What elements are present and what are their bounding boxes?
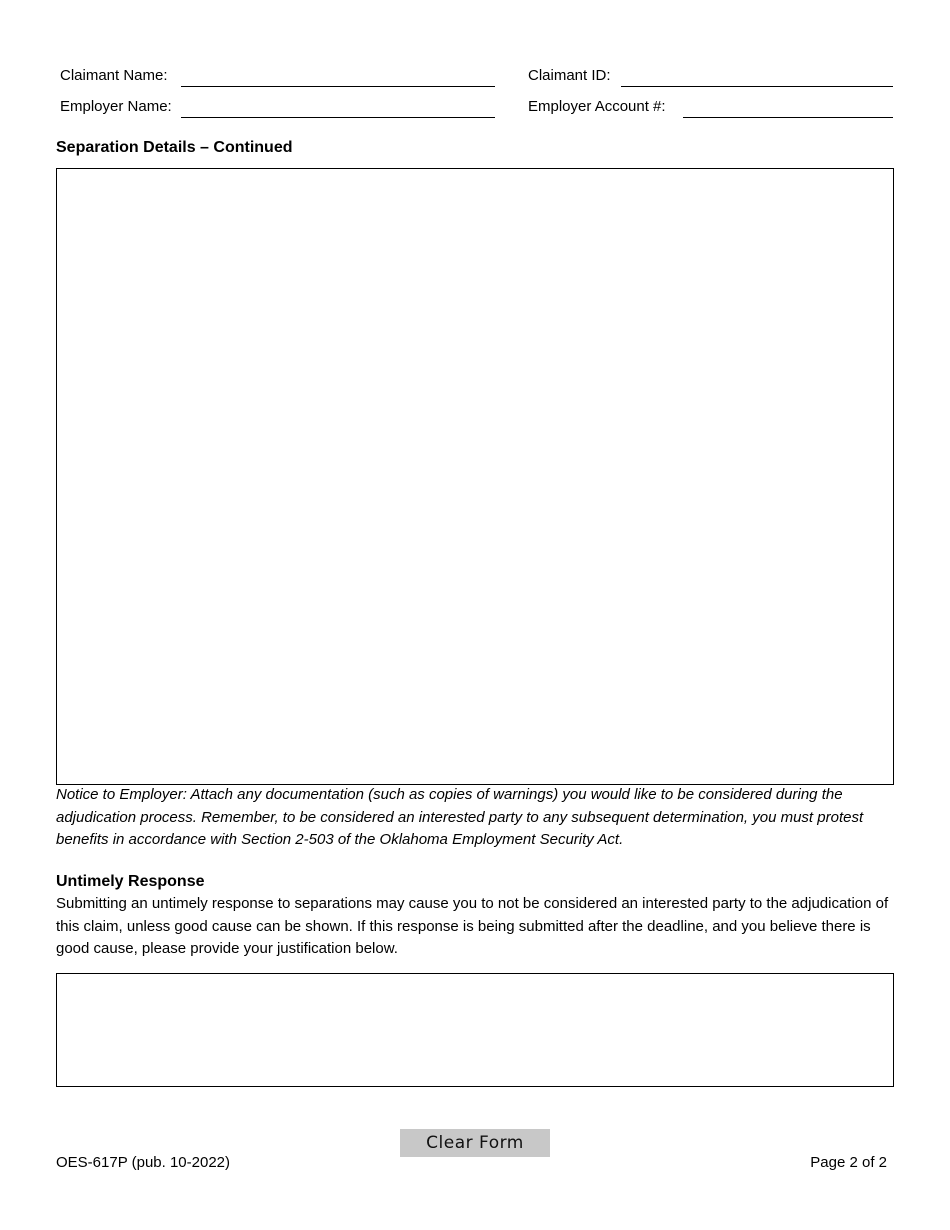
separation-details-textarea[interactable] — [56, 168, 894, 785]
employer-name-label: Employer Name: — [60, 98, 172, 115]
employer-account-label: Employer Account #: — [528, 98, 666, 115]
claimant-id-input[interactable] — [621, 68, 893, 87]
untimely-justification-textarea[interactable] — [56, 973, 894, 1087]
clear-form-button[interactable]: Clear Form — [400, 1129, 550, 1157]
form-id: OES-617P (pub. 10-2022) — [56, 1154, 231, 1171]
employer-account-input[interactable] — [683, 99, 893, 118]
notice-to-employer-text: Notice to Employer: Attach any documentation (such as copies of warnings) you would like to be considered during the adjudication process. Remember, to be considered an interested party to any subsequent determination, you must protest benefits in accordance with Section 2-503 of the Oklahoma Employment Security Act. — [56, 786, 864, 848]
untimely-response-title: Untimely Response — [56, 873, 205, 890]
claimant-name-label: Claimant Name: — [60, 67, 168, 84]
claimant-id-label: Claimant ID: — [528, 67, 611, 84]
claimant-name-input[interactable] — [181, 68, 495, 87]
employer-name-input[interactable] — [181, 99, 495, 118]
page-indicator: Page 2 of 2 — [810, 1154, 887, 1171]
separation-details-title: Separation Details – Continued — [56, 139, 293, 156]
untimely-response-description: Submitting an untimely response to separations may cause you to not be considered an interested party to the adjudication of this claim, unless good cause can be shown. If this response is being submitted after the deadline, and you believe there is good cause, please provide your justification below. — [56, 895, 889, 957]
